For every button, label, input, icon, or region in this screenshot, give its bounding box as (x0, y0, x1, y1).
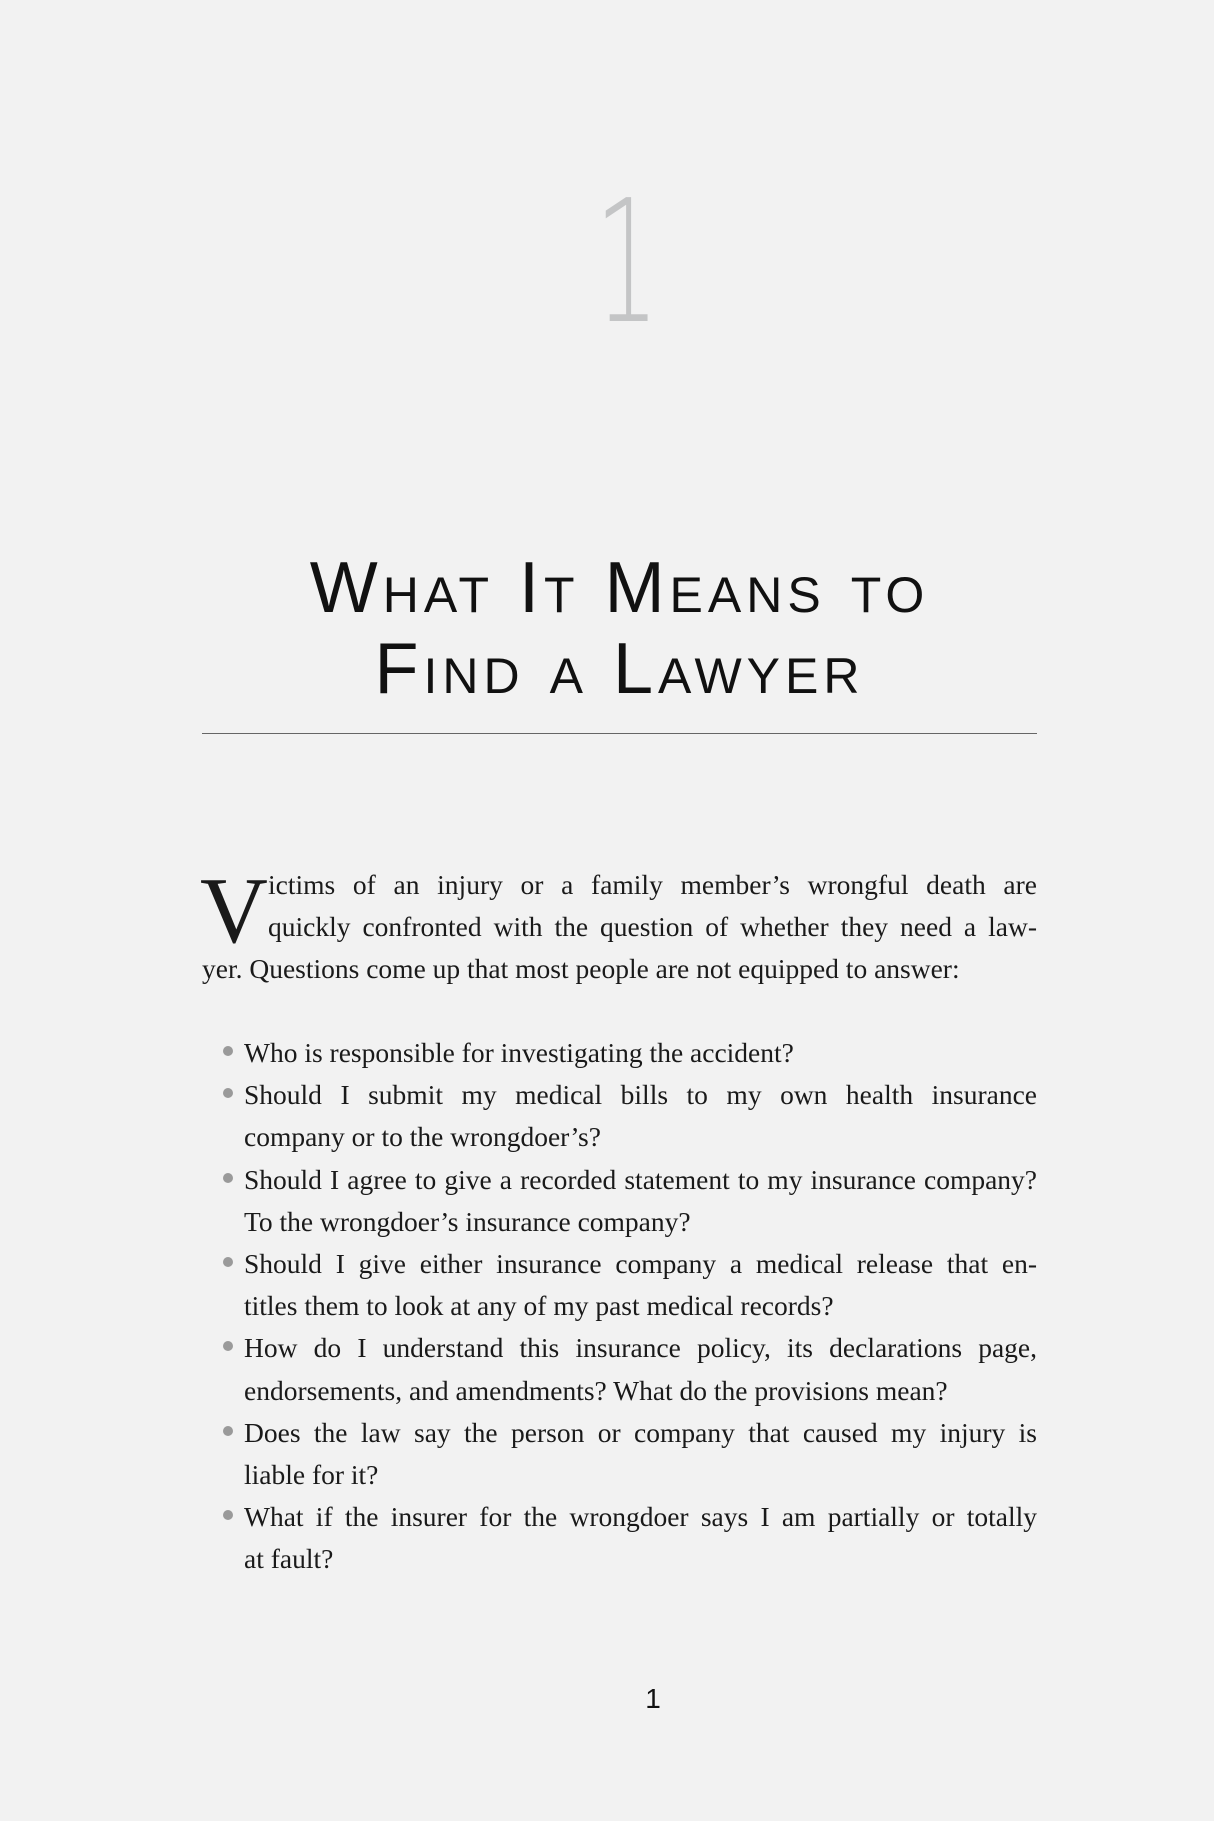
paragraph-line: yer. Questions come up that most people are not equipped to answer: (202, 953, 960, 985)
question-list-item (202, 1412, 1037, 1496)
question-line: at fault? (244, 1543, 334, 1575)
question-line: What if the insurer for the wrongdoer says I am partially or totally (244, 1501, 1037, 1533)
question-line: endorsements, and amendments? What do the provisions mean? (244, 1374, 948, 1406)
chapter-title (202, 548, 1037, 710)
question-list-item (202, 1074, 1037, 1158)
question-line: titles them to look at any of my past medical records? (244, 1290, 834, 1322)
bullet-icon (223, 1173, 233, 1183)
paragraph-line: ictims of an injury or a family member’s wrongful death are (268, 869, 1037, 900)
bullet-icon (223, 1046, 233, 1056)
page-number: 1 (645, 1683, 661, 1714)
question-list-item (202, 1243, 1037, 1327)
question-list-item (202, 1327, 1037, 1411)
bullet-icon (223, 1341, 233, 1351)
question-line: How do I understand this insurance policy, its declarations page, (244, 1332, 1037, 1364)
question-list-item (202, 1496, 1037, 1580)
bullet-icon (223, 1088, 233, 1098)
bullet-icon (223, 1257, 233, 1267)
question-line: liable for it? (244, 1459, 379, 1491)
question-list-item (202, 1159, 1037, 1243)
chapter-title-line: Find a Lawyer (374, 629, 865, 709)
question-list-item (202, 1032, 1037, 1074)
chapter-number: 1 (594, 164, 660, 362)
drop-cap: V (200, 859, 268, 963)
question-line: company or to the wrongdoer’s? (244, 1121, 601, 1153)
question-line: Should I submit my medical bills to my own health insurance (244, 1079, 1037, 1111)
paragraph-line: quickly confronted with the question of whether they need a law- (268, 911, 1037, 943)
bullet-icon (223, 1426, 233, 1436)
chapter-title-line: What It Means to (309, 548, 930, 628)
question-line: Should I agree to give a recorded statement to my insurance company? (244, 1163, 1037, 1195)
question-list (202, 1032, 1037, 1581)
question-line: Who is responsible for investigating the accident? (244, 1037, 794, 1068)
title-divider (202, 733, 1037, 734)
intro-paragraph (200, 859, 1037, 991)
question-line: To the wrongdoer’s insurance company? (244, 1205, 691, 1237)
question-line: Should I give either insurance company a medical release that en- (244, 1248, 1037, 1280)
bullet-icon (223, 1510, 233, 1520)
question-line: Does the law say the person or company that caused my injury is (244, 1416, 1037, 1448)
